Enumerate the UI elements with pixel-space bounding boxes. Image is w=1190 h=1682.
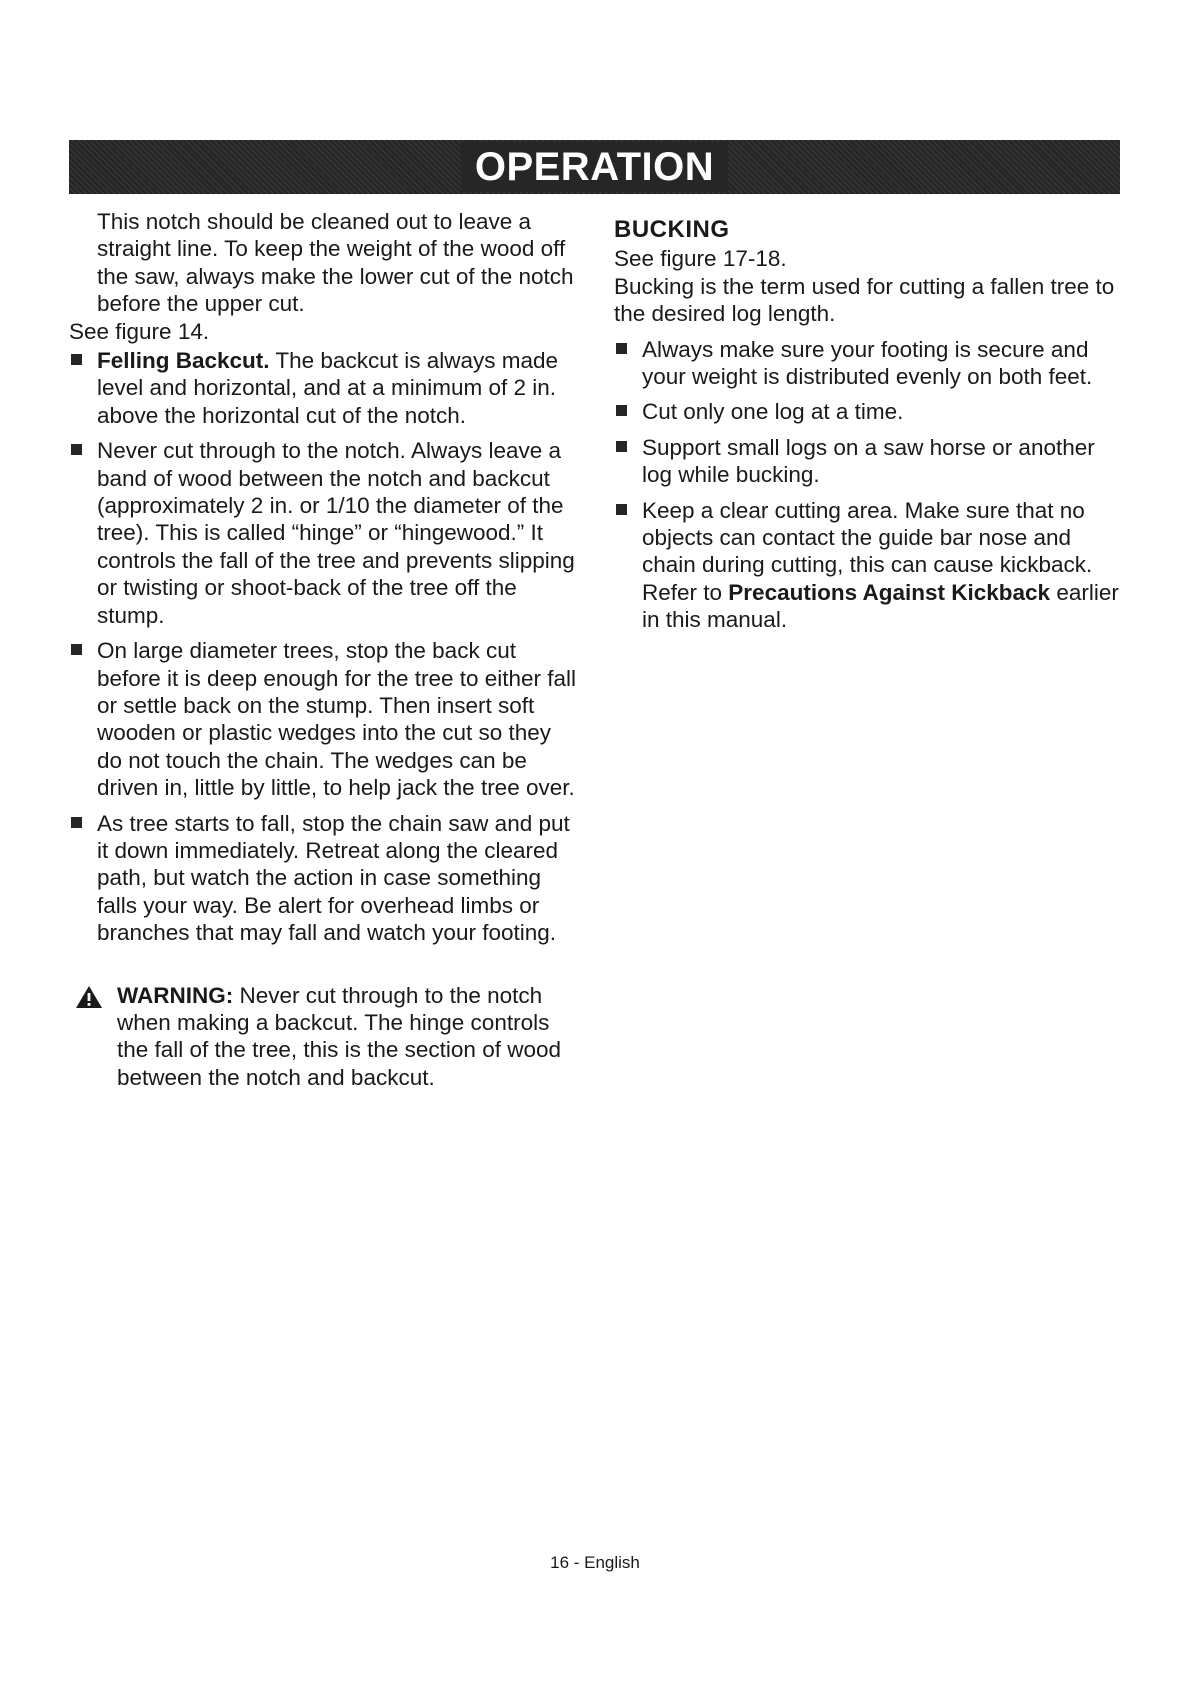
notch-paragraph: This notch should be cleaned out to leave a straight line. To keep the weight of the wood off the saw, always make the lower cut of the notch before the upper cut. (97, 209, 574, 317)
list-item (69, 347, 581, 429)
section-banner (69, 140, 1120, 194)
cutting-area-text: Keep a clear cutting area. Make sure that no objects can contact the guide bar nose and chain during cutting, this can cause kickback. Refer to (642, 497, 1093, 605)
precautions-reference: Precautions Against Kickback (728, 579, 1051, 605)
felling-backcut-text: The backcut is always made level and horizontal, and at a minimum of 2 in. above the horizontal cut of the notch. (97, 348, 559, 428)
warning-block (69, 982, 581, 1092)
list-item: On large diameter trees, stop the back cut before it is deep enough for the tree to either fall or settle back on the stump. Then insert soft wooden or plastic wedges into the cut so they do not touch the chain. The wedges can be driven in, little by little, to help jack the tree over. (69, 637, 581, 801)
cutting-area-text-end: earlier in this manual. (642, 579, 1119, 633)
page-title: OPERATION (461, 142, 728, 192)
list-item (614, 497, 1126, 634)
list-item: Cut only one log at a time. (614, 398, 1126, 425)
right-column (614, 216, 1126, 642)
felling-backcut-label: Felling Backcut. (97, 348, 270, 374)
bucking-heading: BUCKING (614, 216, 730, 243)
left-column (69, 208, 581, 1091)
page-number: 16 - English (550, 1553, 640, 1572)
warning-label: WARNING: (117, 982, 234, 1008)
see-figure-14: See figure 14. (69, 318, 210, 344)
see-figure-17-18: See figure 17-18. (614, 246, 787, 272)
list-item: As tree starts to fall, stop the chain saw and put it down immediately. Retreat along the cleared path, but watch the action in case something falls your way. Be alert for overhead limbs or branches that may fall and watch your footing. (69, 810, 581, 947)
warning-triangle-icon (75, 985, 103, 1009)
list-item: Support small logs on a saw horse or another log while bucking. (614, 434, 1126, 489)
list-item: Always make sure your footing is secure and your weight is distributed evenly on both feet. (614, 336, 1126, 391)
warning-text: Never cut through to the notch when making a backcut. The hinge controls the fall of the tree, this is the section of wood between the notch and backcut. (117, 982, 562, 1090)
list-item: Never cut through to the notch. Always leave a band of wood between the notch and backcut (approximately 2 in. or 1/10 the diameter of the tree). This is called “hinge” or “hingewood.” It controls the fall of the tree and prevents slipping or twisting or shoot-back of the tree off the stump. (69, 437, 581, 629)
bucking-intro: Bucking is the term used for cutting a fallen tree to the desired log length. (614, 273, 1115, 327)
